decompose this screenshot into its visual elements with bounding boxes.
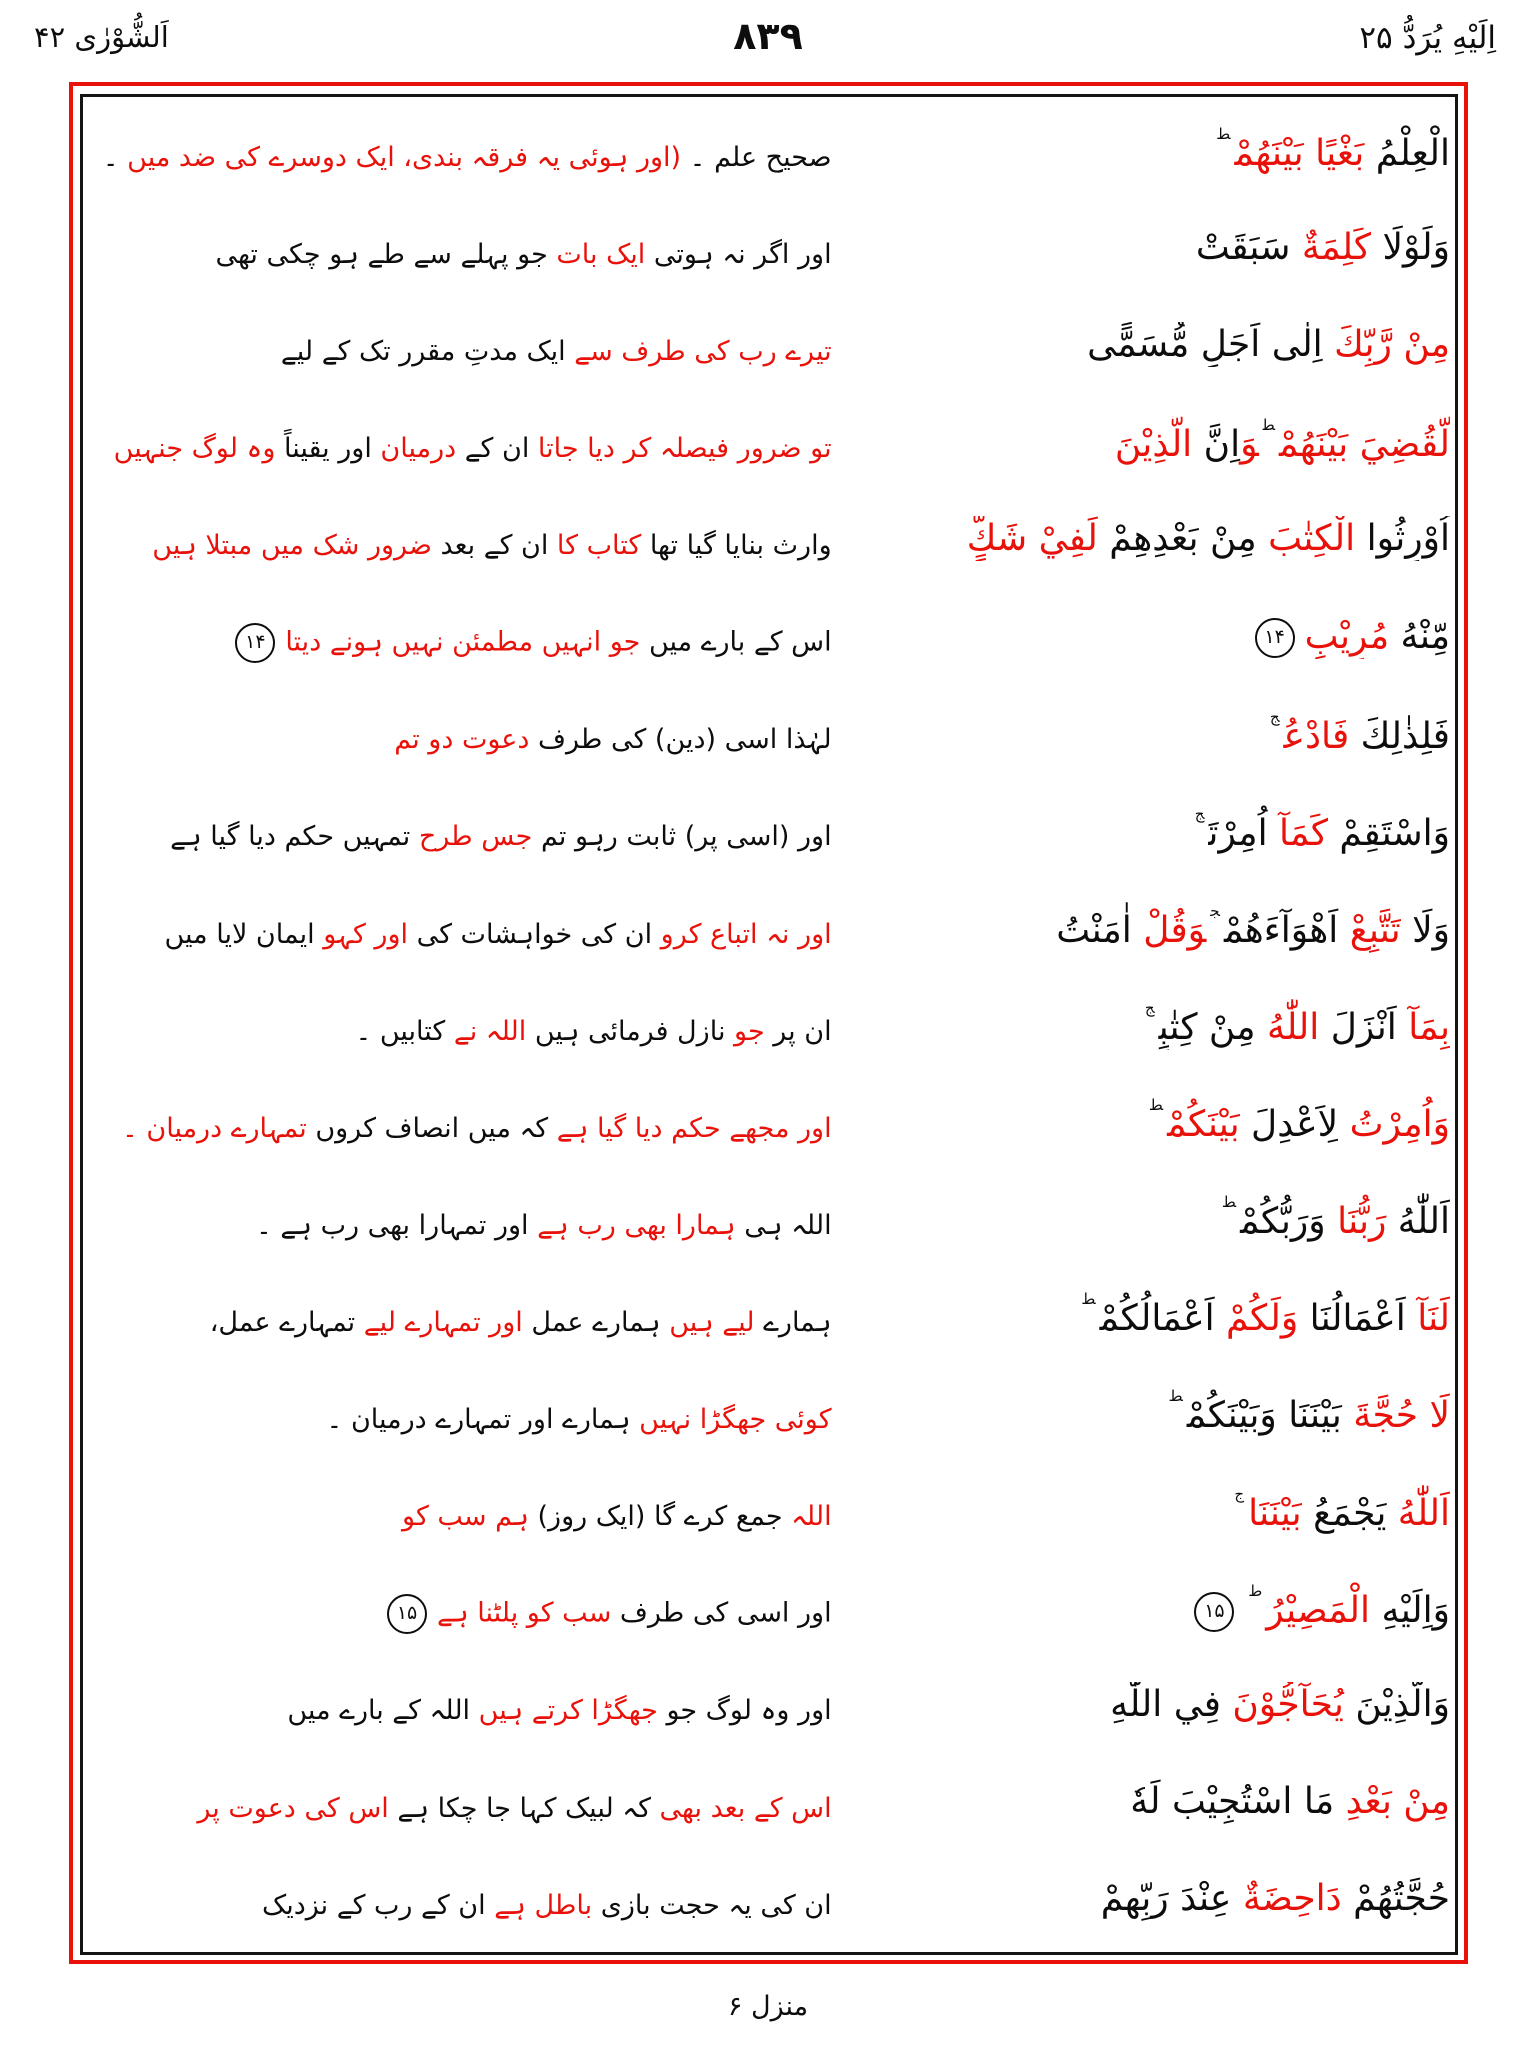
text-segment: کتاب کا — [556, 530, 642, 562]
urdu-line — [88, 1778, 832, 1826]
text-segment: جو — [734, 1015, 765, 1047]
waqf-sign: ط — [1262, 416, 1275, 435]
ayah-row — [88, 1559, 1450, 1656]
ayah-row — [88, 1462, 1450, 1559]
waqf-sign: ط — [1221, 1193, 1237, 1212]
ayah-row — [88, 393, 1450, 490]
waqf-sign: ط — [1248, 1581, 1263, 1600]
text-segment: ان کے — [456, 433, 538, 464]
verse-marker: ۱۴ — [235, 623, 275, 663]
text-segment: صحیح علم ۔ — [681, 141, 832, 173]
text-segment: وَلَا — [1400, 909, 1450, 951]
text-segment: ہمارا بھی رب ہے — [537, 1209, 736, 1241]
ayah-row — [88, 199, 1450, 296]
urdu-line — [88, 1292, 832, 1340]
text-segment: اَعْمَالُنَا — [1298, 1298, 1418, 1340]
ayah-row — [88, 1850, 1450, 1947]
urdu-line — [88, 1580, 832, 1634]
urdu-line — [88, 1486, 832, 1534]
text-segment: اَللّٰهُ — [1397, 1492, 1450, 1534]
arabic-line — [832, 1096, 1450, 1147]
text-segment: اللہ — [791, 1501, 832, 1533]
waqf-sign: ج — [1234, 1484, 1245, 1503]
text-segment: تمہارے درمیان ۔ — [121, 1112, 307, 1144]
waqf-sign: ج — [1144, 999, 1155, 1018]
arabic-line — [832, 708, 1450, 759]
waqf-sign: ط — [1081, 1290, 1096, 1309]
text-segment: وَاِلَيْهِ — [1370, 1589, 1450, 1631]
text-segment: جس طرح — [418, 821, 533, 853]
text-segment: لَنَآ — [1417, 1298, 1450, 1340]
ayah-row — [88, 1267, 1450, 1364]
text-segment: ایک مدتِ مقرر تک کے لیے — [280, 335, 575, 367]
text-segment: درمیان — [380, 433, 457, 464]
arabic-line — [832, 1682, 1450, 1727]
text-segment: بَيْنَنَا — [1248, 1492, 1302, 1534]
text-segment: اور تمہارے لیے — [363, 1306, 523, 1338]
urdu-line — [88, 904, 832, 952]
text-segment: مِنْ رَّبِّكَ — [1334, 324, 1450, 366]
text-segment: مِنْ بَعْدِ — [1345, 1780, 1450, 1822]
text-segment: وارث بنایا گیا تھا — [641, 530, 832, 562]
urdu-line — [88, 1680, 832, 1728]
urdu-line — [88, 806, 832, 854]
arabic-line — [832, 516, 1450, 561]
text-segment: ان پر — [764, 1015, 832, 1047]
ayah-row — [88, 782, 1450, 879]
ayah-row — [88, 588, 1450, 685]
text-segment: اور اسی کی طرف — [611, 1597, 832, 1629]
waqf-sign: ط — [1168, 1387, 1183, 1406]
text-segment: وَاُمِرْتُ — [1349, 1104, 1450, 1146]
text-segment: يُحَآجُّوْنَ — [1232, 1683, 1344, 1725]
arabic-line — [832, 1290, 1450, 1341]
text-segment: فِي اللّٰهِ — [1110, 1683, 1233, 1725]
urdu-line — [88, 609, 832, 663]
text-segment: اَللّٰهُ — [1386, 1201, 1450, 1243]
text-segment: سَبَقَتْ — [1195, 227, 1302, 269]
manzil-footer: منزل ۶ — [727, 1991, 809, 2022]
ayah-row — [88, 1656, 1450, 1753]
arabic-line — [832, 416, 1450, 467]
arabic-line — [832, 1387, 1450, 1438]
text-segment: کہ میں انصاف کروں — [306, 1112, 557, 1144]
text-segment: جو انہیں مطمئن نہیں ہونے دیتا — [285, 626, 641, 658]
text-segment: حُجَّتُهُمْ — [1341, 1878, 1450, 1920]
text-segment: (اور ہوئی یہ فرقہ بندی، ایک دوسرے کی ضد میں — [127, 141, 682, 173]
text-segment: مِّنْهُ — [1389, 615, 1450, 657]
text-segment: مِنْ بَعْدِهِمْ — [1097, 518, 1269, 560]
urdu-line — [88, 1875, 832, 1923]
arabic-line — [832, 1485, 1450, 1536]
text-segment: اور اگر نہ ہوتی — [645, 238, 832, 270]
text-segment: کتابیں ۔ — [355, 1015, 454, 1047]
arabic-line — [832, 1779, 1450, 1824]
text-segment: اِنَّ — [1203, 424, 1241, 466]
verse-marker: ۱۴ — [1255, 618, 1295, 658]
text-segment: مَا اسْتُجِيْبَ لَهٗ — [1130, 1780, 1346, 1822]
text-segment: لہٰذا اسی (دین) کی طرف — [529, 724, 832, 756]
ayah-row — [88, 102, 1450, 199]
arabic-line — [832, 1582, 1450, 1633]
text-segment: اس کے بعد بھی — [659, 1792, 832, 1824]
text-segment: وَاسْتَقِمْ — [1327, 812, 1450, 854]
text-segment: جو پہلے سے طے ہو چکی تھی — [215, 238, 557, 270]
text-segment: اور (اسی پر) ثابت رہو تم — [532, 821, 832, 853]
page-number: ۸۳۹ — [733, 14, 803, 58]
ayah-row — [88, 1364, 1450, 1461]
arabic-line — [832, 1876, 1450, 1921]
text-segment: وہ لوگ جنہیں — [113, 433, 276, 464]
ayah-row — [88, 976, 1450, 1073]
ayah-row — [88, 685, 1450, 782]
urdu-line — [88, 1195, 832, 1243]
arabic-line — [832, 1193, 1450, 1244]
arabic-line — [832, 999, 1450, 1050]
waqf-sign: ج — [1210, 901, 1220, 920]
text-segment: اس کے بارے میں — [640, 626, 832, 658]
text-segment: مُرِيْبٍ — [1304, 615, 1390, 657]
text-segment: اور وہ لوگ جو — [657, 1695, 832, 1727]
waqf-sign: ج — [1269, 707, 1280, 726]
text-segment: الْمَصِيْرُ — [1266, 1589, 1371, 1631]
text-segment: ہمارے عمل — [522, 1306, 670, 1338]
text-segment: اور نہ اتباع کرو — [660, 918, 832, 950]
text-segment: اَنْزَلَ — [1319, 1007, 1409, 1049]
urdu-line — [88, 127, 832, 175]
text-segment: کہ لبیک کہا جا چکا ہے — [388, 1792, 660, 1824]
verse-marker: ۱۵ — [387, 1594, 427, 1634]
text-segment: ان کی خواہشات کی — [408, 918, 661, 950]
text-segment: نازل فرمائی ہیں — [526, 1015, 735, 1047]
text-segment: وَ — [1240, 424, 1259, 466]
text-segment: ہمارے — [754, 1306, 832, 1338]
text-segment: کوئی جھگڑا نہیں — [639, 1404, 832, 1436]
waqf-sign: ج — [1194, 804, 1205, 823]
text-segment: عِنْدَ رَبِّهِمْ — [1100, 1878, 1243, 1920]
text-segment: لَا حُجَّةَ — [1353, 1395, 1450, 1437]
text-segment: مِنْ كِتٰبٍ — [1158, 1007, 1268, 1049]
arabic-line — [832, 805, 1450, 856]
text-segment: الْكِتٰبَ — [1268, 518, 1356, 560]
arabic-line — [832, 322, 1450, 367]
text-segment: دَاحِضَةٌ — [1242, 1878, 1342, 1920]
urdu-line — [88, 1389, 832, 1437]
text-segment: بِمَآ — [1408, 1007, 1450, 1049]
text-segment: تیرے رب کی طرف سے — [574, 335, 832, 367]
text-segment: تمہارے عمل، — [209, 1306, 364, 1338]
ayah-row — [88, 1170, 1450, 1267]
text-segment: كَلِمَةٌ — [1301, 227, 1372, 269]
urdu-line — [88, 418, 832, 466]
rows — [88, 102, 1450, 1947]
surah-name: اَلشُّوْرٰى ۴۲ — [34, 20, 169, 54]
text-segment: اور مجھے حکم دیا گیا ہے — [556, 1112, 832, 1144]
text-segment: لَفِيْ شَكٍّ — [966, 518, 1098, 560]
text-segment: وَلَكُمْ — [1226, 1298, 1299, 1340]
urdu-line — [88, 1001, 832, 1049]
text-segment: يَجْمَعُ — [1301, 1492, 1398, 1534]
ayah-row — [88, 1753, 1450, 1850]
ayah-row — [88, 296, 1450, 393]
text-segment: الَّذِيْنَ — [1114, 424, 1204, 466]
text-segment: اور یقیناً — [275, 433, 381, 464]
text-segment: ایمان لایا میں — [164, 918, 324, 950]
arabic-line — [832, 125, 1450, 176]
urdu-line — [88, 515, 832, 563]
text-segment: ضرور شک میں مبتلا ہیں — [152, 530, 432, 562]
text-segment: لَّقُضِيَ بَيْنَهُمْ — [1279, 424, 1450, 466]
text-segment: اٰمَنْتُ — [1056, 909, 1144, 951]
text-segment: ۔ — [102, 141, 128, 173]
text-segment: وَلَوْلَا — [1371, 227, 1450, 269]
text-segment: اِلٰى اَجَلٍ مُّسَمًّى — [1087, 324, 1335, 366]
text-segment: ان کی یہ حجت بازی — [592, 1889, 832, 1921]
text-segment: اس کی دعوت پر — [197, 1792, 389, 1824]
text-segment: بَيْنَكُمْ — [1167, 1104, 1240, 1146]
text-segment: ہم سب کو — [402, 1501, 529, 1533]
text-segment: لیے ہیں — [669, 1306, 755, 1338]
text-segment: اَعْمَالُكُمْ — [1099, 1298, 1227, 1340]
text-segment: وَقُلْ — [1143, 909, 1207, 951]
text-segment: جمع کرے گا (ایک روز) — [528, 1501, 792, 1533]
text-segment: وَالَّذِيْنَ — [1343, 1683, 1450, 1725]
ayah-row — [88, 879, 1450, 976]
text-segment: اور کہو — [323, 918, 408, 950]
arabic-line — [832, 225, 1450, 270]
text-segment: وَرَبُّكُمْ — [1240, 1201, 1338, 1243]
text-segment: فَادْعُ — [1283, 715, 1350, 757]
urdu-line — [88, 224, 832, 272]
text-segment: ان کے رب کے نزدیک — [262, 1889, 495, 1921]
text-segment: جھگڑا کرتے ہیں — [478, 1695, 658, 1727]
ayah-row — [88, 1073, 1450, 1170]
waqf-sign: ط — [1148, 1096, 1164, 1115]
urdu-line — [88, 321, 832, 369]
ayah-row — [88, 490, 1450, 587]
juz-name: اِلَيْهِ يُرَدُّ ۲۵ — [1359, 20, 1496, 56]
text-segment: دعوت دو تم — [394, 724, 530, 756]
arabic-line — [832, 614, 1450, 659]
text-segment: اُمِرْتَ — [1208, 812, 1280, 854]
waqf-sign: ط — [1216, 125, 1231, 144]
text-segment: تمہیں حکم دیا گیا ہے — [170, 821, 419, 853]
text-segment: اللہ نے — [453, 1015, 527, 1047]
text-segment: ایک بات — [556, 238, 646, 270]
text-segment: اللّٰهُ — [1267, 1007, 1320, 1049]
text-segment: ہمارے اور تمہارے درمیان ۔ — [326, 1404, 640, 1436]
urdu-line — [88, 1098, 832, 1146]
text-segment: رَبُّنَا — [1337, 1201, 1387, 1243]
text-segment: تَتَّبِعْ — [1349, 909, 1401, 951]
text-segment: باطل ہے — [494, 1889, 593, 1921]
text-segment: فَلِذٰلِكَ — [1349, 715, 1450, 757]
text-segment: سب کو پلٹنا ہے — [437, 1597, 612, 1629]
text-segment: اور تمہارا بھی رب ہے ۔ — [255, 1209, 538, 1241]
text-segment: ان کے بعد — [431, 530, 557, 562]
text-segment: اللہ کے بارے میں — [287, 1695, 479, 1727]
arabic-line — [832, 902, 1450, 953]
text-segment: بَيْنَنَا وَبَيْنَكُمْ — [1186, 1395, 1354, 1437]
text-segment: لِاَعْدِلَ — [1239, 1104, 1350, 1146]
text-segment: اَهْوَآءَهُمْ — [1223, 909, 1350, 951]
urdu-line — [88, 709, 832, 757]
text-segment: اللہ ہی — [735, 1209, 832, 1241]
text-segment: بَغْيًا بَيْنَهُمْ — [1234, 133, 1365, 175]
text-segment: اُوْرِثُوا — [1355, 518, 1450, 560]
text-segment: تو ضرور فیصلہ کر دیا جاتا — [537, 433, 832, 464]
text-segment: كَمَآ — [1279, 812, 1328, 854]
verse-marker: ۱۵ — [1194, 1592, 1234, 1632]
text-segment: الْعِلْمُ — [1364, 133, 1450, 175]
